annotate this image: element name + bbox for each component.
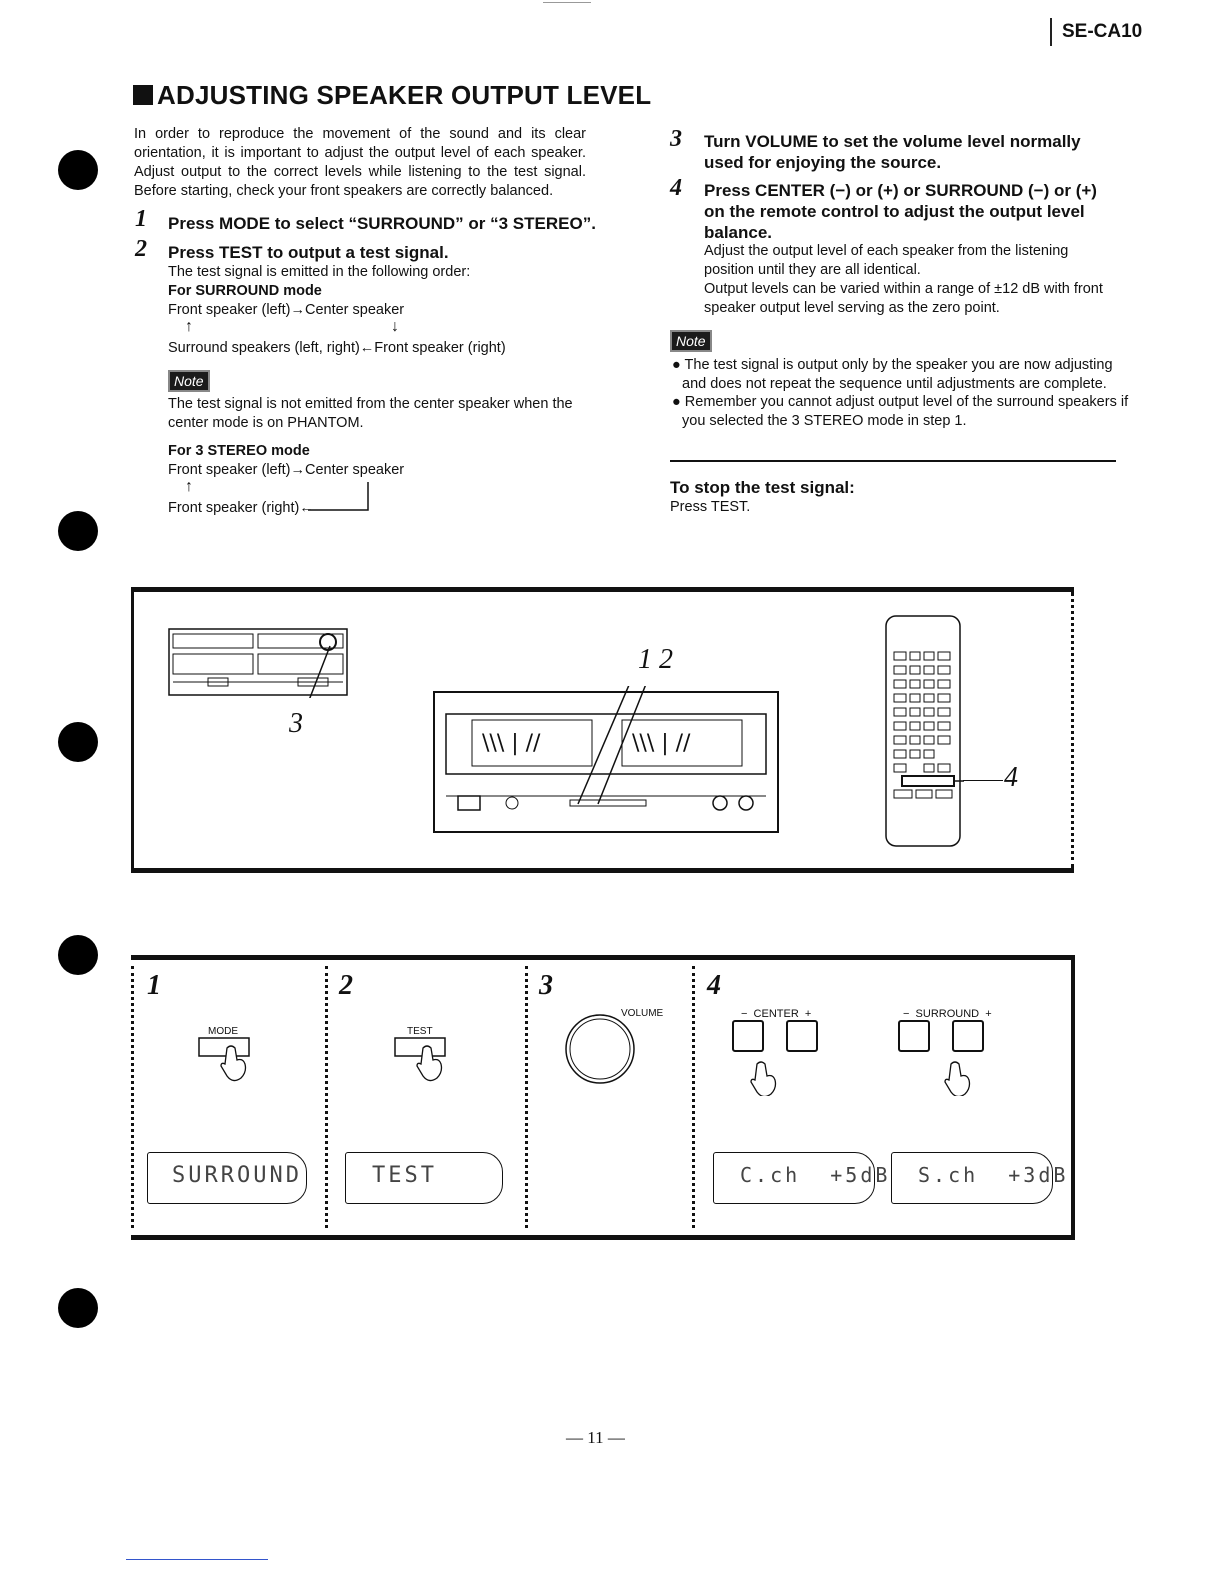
panel-divider: [525, 966, 528, 1228]
step-3-text: Turn VOLUME to set the volume level normally used for enjoying the source.: [704, 132, 1081, 172]
up-arrow-icon: ↑: [185, 318, 193, 335]
amplifier-illustration: [432, 686, 782, 838]
binder-hole: [58, 1288, 98, 1328]
hand-press-icon: [941, 1060, 975, 1096]
surround-label: − SURROUND +: [903, 1008, 992, 1020]
device-illustration-panel: [131, 587, 1074, 873]
center-plus-button: [786, 1020, 818, 1052]
mode-button-press-icon: [197, 1036, 257, 1082]
top-rule: [543, 2, 591, 3]
panel-2-number: 2: [339, 970, 353, 1001]
step-4-text: Press CENTER (−) or (+) or SURROUND (−) or (+) on the remote control to adjust the output level balance.: [704, 181, 1097, 242]
panel-divider: [131, 966, 134, 1228]
intro-paragraph: In order to reproduce the movement of the sound and its clear orientation, it is important to adjust the output level of each speaker. Adjust output to the correct levels while listening to the test signal. Before starting, check your front speakers are correctly balanced.: [134, 126, 586, 199]
note-bullet-2: ● Remember you cannot adjust output level of the surround speakers if you selected the 3 STEREO mode in step 1.: [672, 394, 1129, 429]
return-arrow-line: [300, 478, 380, 514]
callout-3: 3: [289, 708, 303, 739]
page-number: — 11 —: [566, 1428, 625, 1447]
binder-hole: [58, 722, 98, 762]
order-intro: The test signal is emitted in the following order:: [168, 264, 471, 280]
panel-4-number: 4: [707, 970, 721, 1001]
surround-plus-button: [952, 1020, 984, 1052]
display-surround: SURROUND: [147, 1152, 307, 1204]
display-test: TEST: [345, 1152, 503, 1204]
mode-label: MODE: [208, 1026, 238, 1037]
panel-1-number: 1: [147, 970, 161, 1001]
surround-order-line1: Front speaker (left)→Center speaker: [168, 302, 405, 318]
step-number: 2: [135, 236, 147, 262]
step-number: 1: [135, 206, 147, 232]
binder-hole: [58, 150, 98, 190]
stereo-heading: For 3 STEREO mode: [168, 443, 310, 459]
remote-control-illustration: [884, 612, 964, 852]
title-bullet-icon: [133, 85, 153, 105]
model-number: SE-CA10: [1050, 18, 1142, 46]
volume-label: VOLUME: [621, 1008, 664, 1019]
panel-divider: [325, 966, 328, 1228]
callout-leader-4: [963, 780, 1003, 781]
callout-4: 4: [1004, 762, 1018, 793]
surround-heading: For SURROUND mode: [168, 283, 322, 299]
up-arrow-icon: ↑: [185, 478, 193, 495]
binder-hole: [58, 935, 98, 975]
step-4-detail2: Output levels can be varied within a range of ±12 dB with front speaker output level serving as the zero point.: [704, 281, 1103, 316]
bottom-link-line: [126, 1559, 268, 1560]
stereo-order-line1: Front speaker (left)→Center speaker: [168, 462, 405, 478]
stop-heading: To stop the test signal:: [670, 478, 855, 497]
note-badge-right: Note: [670, 330, 712, 352]
stereo-order-line2: Front speaker (right)←: [168, 500, 314, 516]
stereo-system-illustration: [168, 628, 348, 698]
binder-hole: [58, 511, 98, 551]
panel-dotted-edge: [1071, 592, 1074, 868]
step-panels: [131, 955, 1075, 1240]
center-minus-button: [732, 1020, 764, 1052]
step-number: 3: [670, 126, 682, 152]
volume-knob-icon: [563, 1012, 637, 1086]
down-arrow-icon: ↓: [391, 318, 399, 335]
test-label: TEST: [407, 1026, 433, 1037]
step-number: 4: [670, 175, 682, 201]
divider: [670, 460, 1116, 462]
note-bullet-1: ● The test signal is output only by the speaker you are now adjusting and does not repeat the sequence until adjustments are complete.: [672, 357, 1113, 392]
note-badge-left: Note: [168, 370, 210, 392]
surround-minus-button: [898, 1020, 930, 1052]
step-2-text: Press TEST to output a test signal.: [168, 243, 449, 262]
note-text-left: The test signal is not emitted from the center speaker when the center mode is on PHANTOM.: [168, 396, 573, 431]
section-title: ADJUSTING SPEAKER OUTPUT LEVEL: [133, 80, 651, 111]
stop-text: Press TEST.: [670, 499, 751, 515]
panel-divider: [692, 966, 695, 1228]
center-label: − CENTER +: [741, 1008, 812, 1020]
test-button-press-icon: [393, 1036, 453, 1082]
step-1-text: Press MODE to select “SURROUND” or “3 STEREO”.: [168, 214, 596, 233]
step-4-detail1: Adjust the output level of each speaker from the listening position until they are all identical.: [704, 243, 1069, 278]
display-surround-level: S.ch +3dB: [891, 1152, 1053, 1204]
display-center-level: C.ch +5dB: [713, 1152, 875, 1204]
hand-press-icon: [747, 1060, 781, 1096]
svg-text:\\\ | //: \\\ | //: [482, 731, 541, 756]
panel-3-number: 3: [539, 970, 553, 1001]
svg-text:\\\ | //: \\\ | //: [632, 731, 691, 756]
callout-12: 1 2: [638, 644, 673, 675]
surround-order-line2: Surround speakers (left, right)←Front speaker (right): [168, 340, 506, 356]
